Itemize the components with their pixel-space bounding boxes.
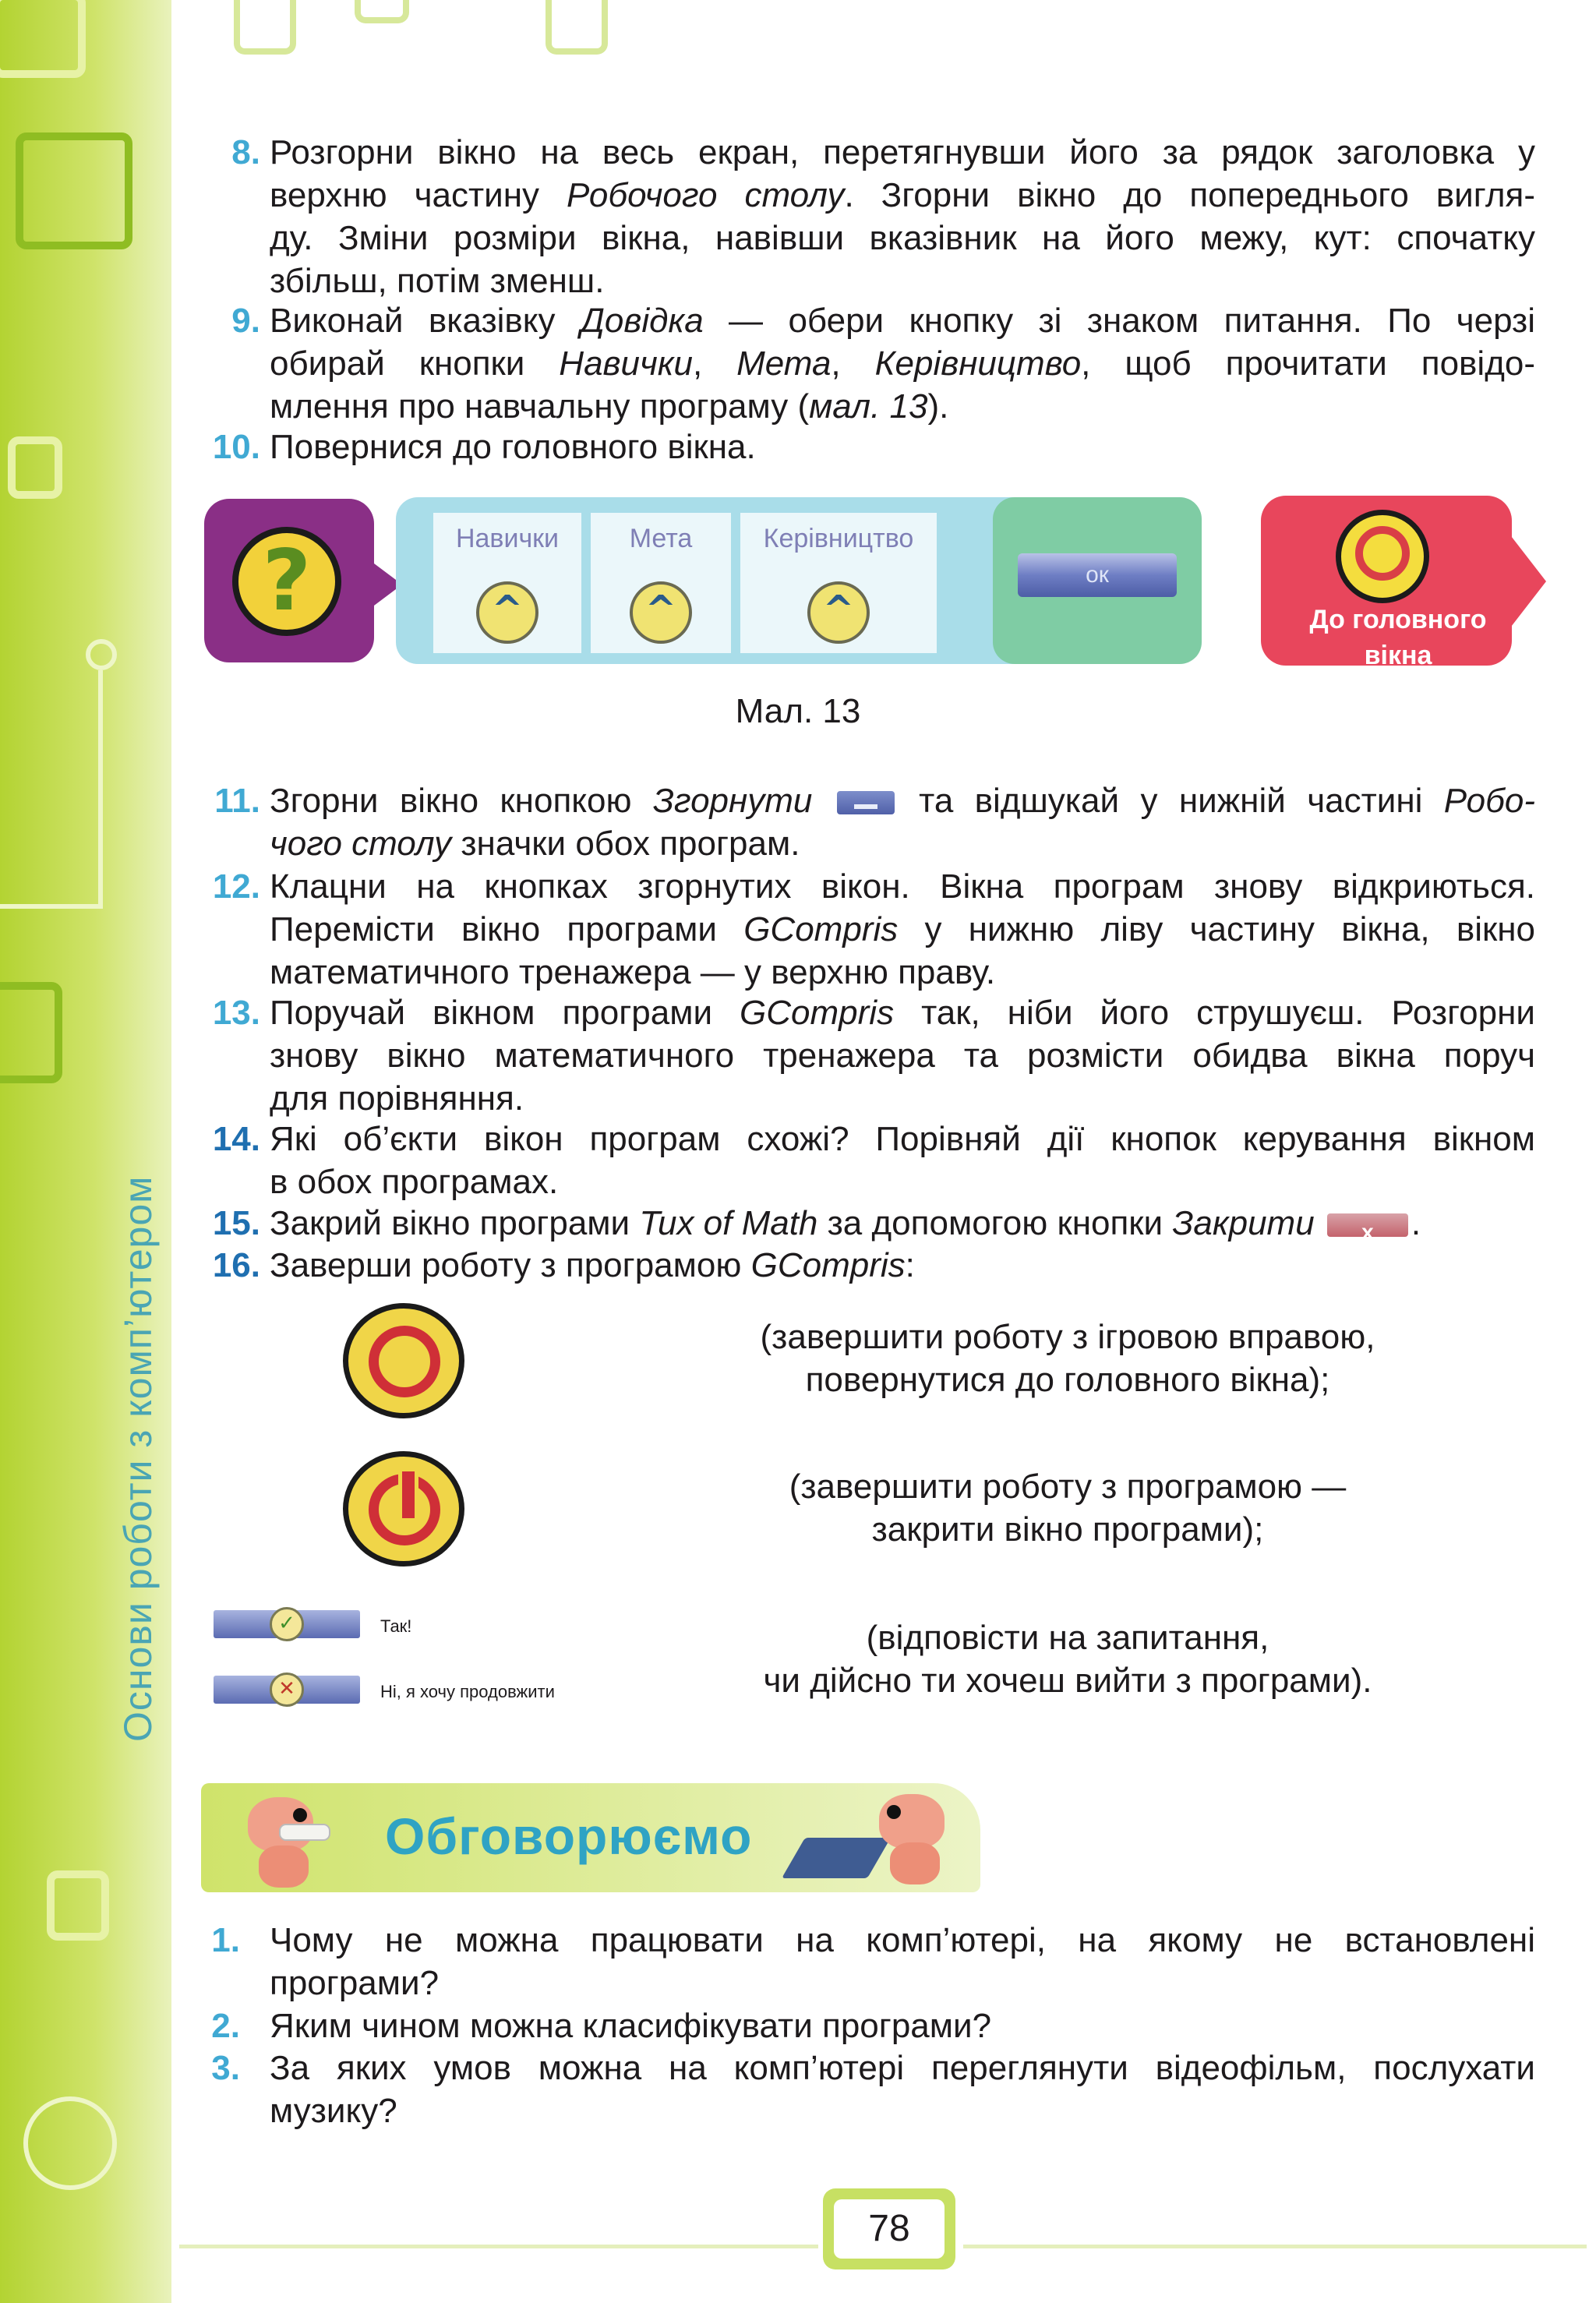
- close-button-icon: [1327, 1213, 1408, 1237]
- chevron-up-icon[interactable]: ^: [807, 581, 870, 644]
- no-button[interactable]: [214, 1676, 360, 1704]
- text-line: Повернися до головного вікна.: [270, 428, 756, 466]
- text-line: Клацни на кнопках згорнутих вікон. Вікна програм знову відкриються.: [270, 867, 1535, 906]
- top-deco: [546, 0, 608, 55]
- ok-button[interactable]: ок: [1018, 553, 1177, 597]
- text-line: Закрий вікно програми Tux of Math за допомогою кнопки Закрити x .: [270, 1202, 1535, 1245]
- top-deco: [355, 0, 409, 23]
- deco-square: [8, 436, 62, 499]
- text-line: чого столу значки обох програм.: [270, 825, 800, 863]
- deco-line: [963, 2245, 1587, 2248]
- text-line: верхню частину Робочого столу. Згорни вікно до попереднього вигля-: [270, 176, 1535, 214]
- question-text: [270, 1919, 1535, 2005]
- text-line: Чому не можна працювати на комп’ютері, на якому не встановлені: [270, 1921, 1535, 1959]
- question-number: 2.: [211, 2007, 240, 2045]
- home-icon: [1336, 510, 1429, 603]
- text-line: ду. Зміни розміри вікна, навівши вказівник на його межу, кут: спочатку: [270, 219, 1535, 257]
- deco-line: [179, 2245, 818, 2248]
- text-line: Розгорни вікно на весь екран, перетягнувши його за рядок заголовка у: [270, 133, 1535, 171]
- action-desc: (завершити роботу з програмою — закрити вікно програми);: [789, 1468, 1347, 1549]
- item-text: [270, 779, 1535, 865]
- action-desc: (відповісти на запитання, чи дійсно ти хочеш вийти з програми).: [763, 1619, 1372, 1700]
- yes-button[interactable]: [214, 1610, 360, 1638]
- item-text: [270, 1202, 1535, 1245]
- tab-label: Мета: [629, 524, 693, 553]
- question-icon: ?: [232, 527, 341, 636]
- deco-square: [47, 1870, 109, 1941]
- minimize-button-icon: [837, 791, 895, 814]
- no-label: Ні, я хочу продовжити: [380, 1682, 555, 1701]
- power-icon: [343, 1451, 464, 1567]
- item-number: 13.: [212, 994, 260, 1032]
- item-text: [270, 1118, 1535, 1203]
- text-line: млення про навчальну програму (мал. 13).: [270, 387, 949, 426]
- text-line: музику?: [270, 2092, 397, 2130]
- text-line: Виконай вказівку Довідка — обери кнопку зі знаком питання. По черзі: [270, 302, 1535, 340]
- text-line: Поручай вікном програми GCompris так, ніби його струшуєш. Розгорни: [270, 994, 1535, 1032]
- cross-icon: ✕: [270, 1673, 304, 1707]
- text-line: Які об’єкти вікон програм схожі? Порівняй дії кнопок керування вікном: [270, 1120, 1535, 1158]
- figure-13: [204, 493, 1529, 672]
- deco-ring: [86, 639, 117, 670]
- discussion-banner: [201, 1783, 980, 1892]
- deco-ring: [23, 2096, 117, 2190]
- question-text: [270, 2047, 1535, 2132]
- text-line: За яких умов можна на комп’ютері переглянути відеофільм, послухати: [270, 2049, 1535, 2087]
- item-number: 12.: [212, 867, 260, 906]
- text-line: знову вікно математичного тренажера та розмісти обидва вікна поруч: [270, 1037, 1535, 1075]
- tab-goal[interactable]: [591, 513, 731, 653]
- item-number: 11.: [214, 782, 260, 820]
- question-number: 3.: [211, 2049, 240, 2087]
- dog-illustration: [863, 1768, 965, 1884]
- text-line: обирай кнопки Навички, Мета, Керівництво, щоб прочитати повідо-: [270, 344, 1535, 383]
- tab-manual[interactable]: [740, 513, 937, 653]
- chevron-up-icon[interactable]: ^: [476, 581, 538, 644]
- chevron-up-icon[interactable]: ^: [630, 581, 692, 644]
- text-line: Згорни вікно кнопкою Згорнути та відшукай у нижній частині Робо-: [270, 782, 1535, 820]
- tab-label: Навички: [455, 524, 560, 553]
- item-text: [270, 865, 1535, 994]
- text-line: в обох програмах.: [270, 1163, 559, 1201]
- item-number: 16.: [212, 1246, 260, 1284]
- deco-line: [0, 904, 103, 909]
- item-number: 10.: [212, 428, 260, 466]
- action-desc: (завершити роботу з ігровою вправою, повернутися до головного вікна);: [760, 1318, 1375, 1399]
- text-line: Яким чином можна класифікувати програми?: [270, 2007, 992, 2045]
- check-icon: ✓: [270, 1607, 304, 1641]
- deco-square: [16, 132, 132, 249]
- yes-label: Так!: [380, 1616, 412, 1636]
- item-text: [270, 991, 1535, 1120]
- text-line: збільш, потім зменш.: [270, 262, 605, 300]
- side-label: Основи роботи з комп’ютером: [116, 1175, 160, 1742]
- top-deco: [234, 0, 296, 55]
- item-text: [270, 1244, 1535, 1287]
- help-button[interactable]: [204, 499, 374, 662]
- dog-illustration: [232, 1771, 334, 1888]
- deco-square: [0, 982, 62, 1083]
- page-number: 78: [834, 2199, 945, 2259]
- item-number: 9.: [231, 302, 260, 340]
- item-number: 8.: [231, 133, 260, 171]
- question-number: 1.: [211, 1921, 240, 1959]
- item-number: 15.: [212, 1204, 260, 1242]
- side-decoration: [0, 0, 171, 2303]
- question-text: [270, 2005, 1535, 2047]
- text-line: Заверши роботу з програмою GCompris:: [270, 1246, 915, 1284]
- text-line: для порівняння.: [270, 1079, 524, 1118]
- item-number: 14.: [212, 1120, 260, 1158]
- text-line: Перемісти вікно програми GCompris у нижню ліву частину вікна, вікно: [270, 910, 1535, 948]
- home-label: До головного вікна: [1309, 605, 1487, 670]
- figure-caption: Мал. 13: [735, 692, 861, 730]
- item-text: [270, 299, 1535, 428]
- page-number-badge: [823, 2188, 955, 2269]
- section-title: Обговорюємо: [385, 1807, 753, 1865]
- item-text: [270, 131, 1535, 302]
- home-button[interactable]: [1261, 496, 1512, 670]
- tab-skills[interactable]: [433, 513, 581, 653]
- item-text: [270, 426, 1535, 468]
- tab-label: Керівництво: [763, 524, 914, 553]
- deco-square: [0, 0, 86, 78]
- text-line: програми?: [270, 1964, 440, 2002]
- home-icon: [343, 1303, 464, 1418]
- ok-zone: [993, 497, 1202, 664]
- text-line: математичного тренажера — у верхню праву.: [270, 953, 996, 991]
